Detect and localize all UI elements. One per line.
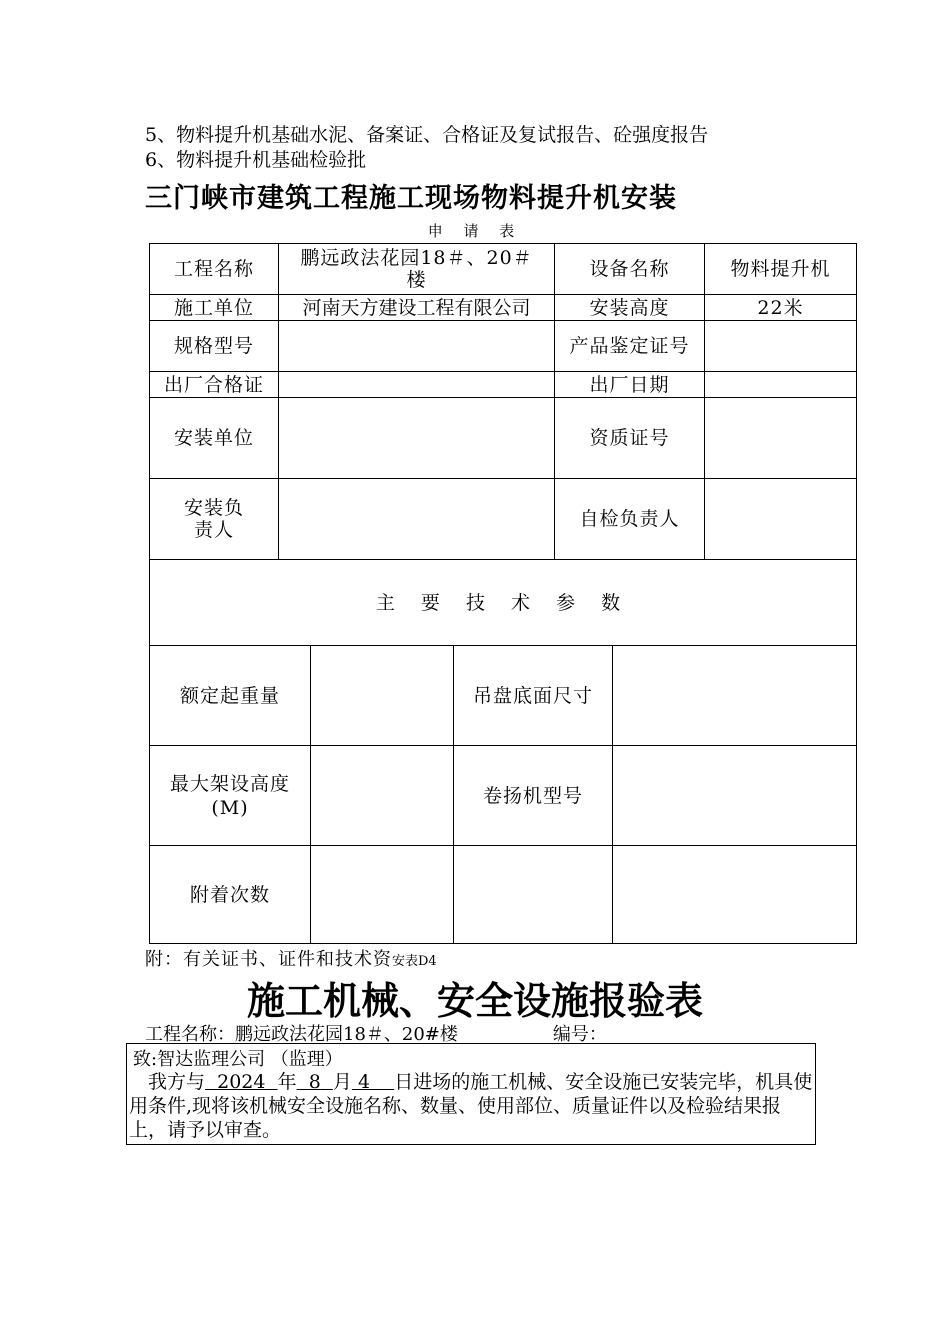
table-row: [150, 372, 857, 398]
value-equipment-name[interactable]: 物料提升机: [705, 244, 857, 295]
value-factory-cert[interactable]: [279, 372, 555, 398]
value-spec-model[interactable]: [279, 321, 555, 372]
label-rated-load: 额定起重量: [150, 646, 311, 746]
label-winch-model: 卷扬机型号: [454, 746, 613, 846]
equipment-info-table: [149, 243, 857, 646]
table-row: [150, 244, 857, 295]
label-install-unit: 安装单位: [150, 398, 279, 479]
label-product-cert: 产品鉴定证号: [555, 321, 705, 372]
label-install-height: 安装高度: [555, 295, 705, 321]
value-construction-unit[interactable]: 河南天方建设工程有限公司: [279, 295, 555, 321]
requirement-item-5: 5、物料提升机基础水泥、备案证、合格证及复试报告、砼强度报告: [145, 124, 709, 146]
table-row: [150, 398, 857, 479]
table-row: [150, 746, 857, 846]
value-max-height[interactable]: [311, 746, 454, 846]
form1-title: 三门峡市建筑工程施工现场物料提升机安装: [145, 183, 677, 214]
value-cage-size[interactable]: [613, 646, 857, 746]
body-text-a: 我方与: [148, 1071, 206, 1093]
month-value: 8: [308, 1071, 321, 1093]
value-install-height[interactable]: 22米: [705, 295, 857, 321]
year-field[interactable]: [205, 1071, 278, 1093]
label-max-height: 最大架设高度(M): [150, 746, 311, 846]
label-selfcheck-leader: 自检负责人: [555, 479, 705, 560]
label-attach-count: 附着次数: [150, 846, 311, 944]
value-rated-load[interactable]: [311, 646, 454, 746]
value-selfcheck-leader[interactable]: [705, 479, 857, 560]
label-install-leader: 安装负责人: [150, 479, 279, 560]
table-row: [150, 846, 857, 944]
value-winch-model[interactable]: [613, 746, 857, 846]
table-row: [150, 479, 857, 560]
label-equipment-name: 设备名称: [555, 244, 705, 295]
empty-cell: [613, 846, 857, 944]
day-field[interactable]: [352, 1071, 394, 1093]
value-factory-date[interactable]: [705, 372, 857, 398]
value-qualification-no[interactable]: [705, 398, 857, 479]
year-unit: 年: [277, 1071, 297, 1093]
addressee: 致:智达监理公司 （监理）: [133, 1049, 343, 1070]
table-row: [150, 321, 857, 372]
form1-subtitle: 申 请 表: [427, 222, 523, 240]
label-factory-date: 出厂日期: [555, 372, 705, 398]
value-install-leader[interactable]: [279, 479, 555, 560]
year-value: 2024: [217, 1071, 266, 1093]
label-factory-cert: 出厂合格证: [150, 372, 279, 398]
day-value: 4: [357, 1071, 371, 1093]
label-spec-model: 规格型号: [150, 321, 279, 372]
form-code: 安表D4: [392, 954, 437, 969]
label-project-name: 工程名称: [150, 244, 279, 295]
value-install-unit[interactable]: [279, 398, 555, 479]
requirement-item-6: 6、物料提升机基础检验批: [145, 149, 367, 171]
label-qualification-no: 资质证号: [555, 398, 705, 479]
attachment-note-text: 附：有关证书、证件和技术资: [145, 949, 392, 970]
number-label: 编号：: [552, 1024, 607, 1045]
tech-params-table: [149, 645, 857, 944]
table-row: [150, 560, 857, 646]
section-tech-params: 主 要 技 术 参 数: [150, 560, 857, 646]
value-attach-count[interactable]: [311, 846, 454, 944]
table-row: [150, 295, 857, 321]
table-row: [150, 646, 857, 746]
label-construction-unit: 施工单位: [150, 295, 279, 321]
value-product-cert[interactable]: [705, 321, 857, 372]
project-name-label: 工程名称：鹏远政法花园18＃、20#楼: [145, 1024, 458, 1045]
attachment-note: [145, 945, 437, 971]
form2-body-text: [129, 1070, 813, 1142]
empty-cell: [454, 846, 613, 944]
form2-body-box: [126, 1043, 816, 1145]
form2-title: 施工机械、安全设施报验表: [246, 979, 703, 1023]
month-field[interactable]: [297, 1071, 333, 1093]
value-project-name[interactable]: 鹏远政法花园18＃、20＃楼: [279, 244, 555, 295]
month-unit: 月: [332, 1071, 352, 1093]
label-cage-size: 吊盘底面尺寸: [454, 646, 613, 746]
body-text-b: 日进场的施工机械、安全设施已安装完毕，机具使用条件,现将该机械安全设施名称、数量、使用部位、质量证件以及检验结果报上，请予以审查。: [129, 1071, 813, 1141]
